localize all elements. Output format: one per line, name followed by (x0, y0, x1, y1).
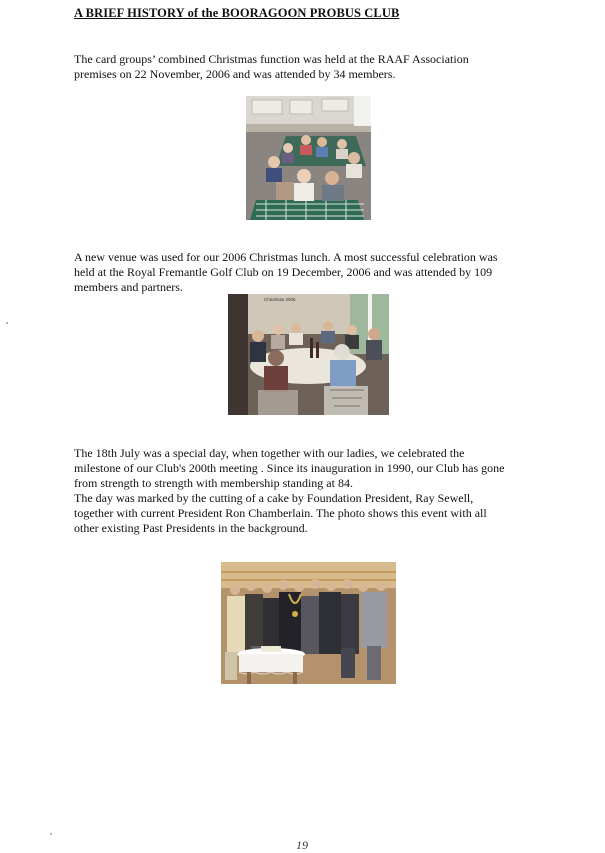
paragraph-line: other existing Past Presidents in the background. (74, 521, 308, 535)
paragraph-line: A new venue was used for our 2006 Christmas lunch. A most successful celebration was (74, 250, 498, 264)
paragraph-line: together with current President Ron Chamberlain. The photo shows this event with all (74, 506, 487, 520)
paragraph-line: premises on 22 November, 2006 and was attended by 34 members. (74, 67, 396, 81)
christmas-lunch-photo (228, 294, 389, 415)
document-title: A BRIEF HISTORY of the BOORAGOON PROBUS CLUB (74, 6, 400, 20)
paragraph-line: members and partners. (74, 280, 183, 294)
paragraph-line: The day was marked by the cutting of a cake by Foundation President, Ray Sewell, (74, 491, 474, 505)
paragraph-card-groups-function (74, 52, 544, 82)
paragraph-line: held at the Royal Fremantle Golf Club on 19 December, 2006 and was attended by 109 (74, 265, 493, 279)
scan-speck (50, 833, 52, 835)
page-number: 19 (296, 838, 308, 852)
paragraph-line: milestone of our Club's 200th meeting . Since its inauguration in 1990, our Club has gone (74, 461, 505, 475)
card-groups-christmas-photo (246, 96, 371, 220)
paragraph-line: from strength to strength with membership standing at 84. (74, 476, 353, 490)
200th-meeting-cake-photo (221, 562, 396, 684)
paragraph-line: The 18th July was a special day, when together with our ladies, we celebrated the (74, 446, 465, 460)
paragraph-christmas-lunch (74, 250, 544, 295)
scan-speck (6, 322, 8, 324)
photo-caption: Christmas 2006 (264, 297, 296, 302)
paragraph-line: The card groups’ combined Christmas function was held at the RAAF Association (74, 52, 469, 66)
paragraph-200th-meeting (74, 446, 554, 536)
